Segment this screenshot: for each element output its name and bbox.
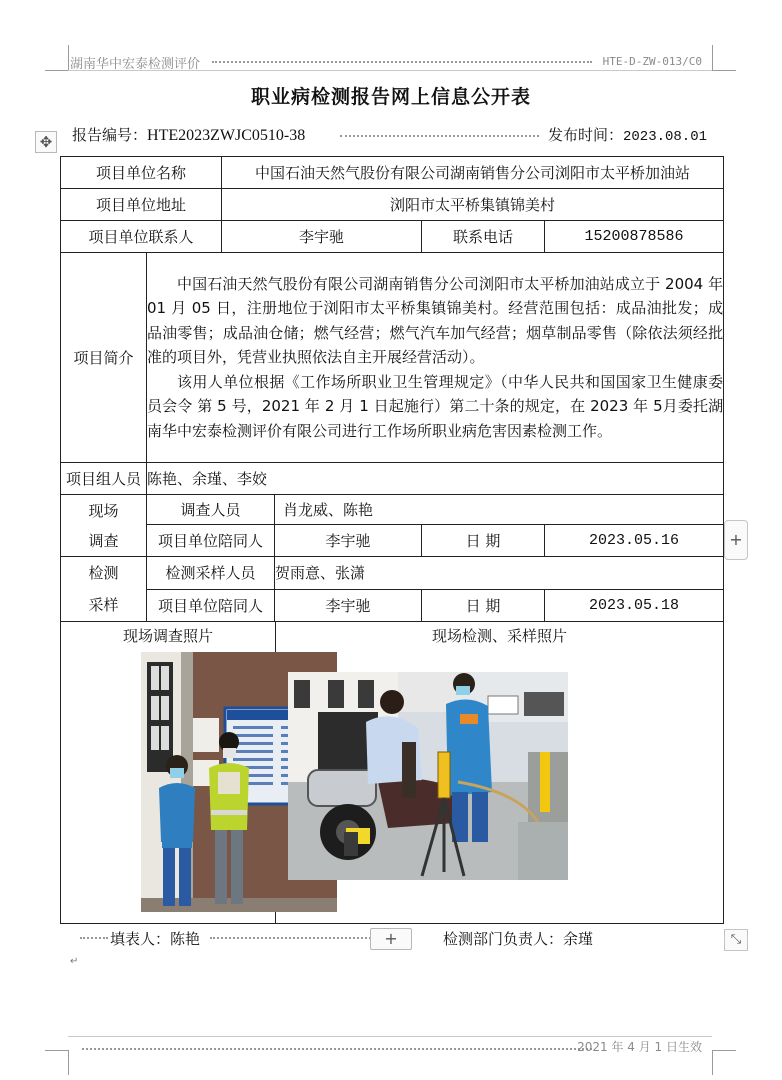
sampling-staff-value: 贺雨意、张潇 (275, 557, 724, 590)
crop-mark-bottom-left (45, 1050, 69, 1051)
footer-leader-dots (82, 1044, 592, 1050)
survey-label-bottom: 调查 (88, 531, 119, 550)
disclosure-table (60, 156, 724, 924)
header-rule (68, 70, 712, 71)
crop-mark-top-right (712, 70, 736, 71)
survey-date-value: 2023.05.16 (545, 525, 724, 557)
intro-text (147, 253, 724, 463)
row-sampling-staff (61, 557, 724, 590)
header-org: 湖南华中宏泰检测评价 (70, 57, 201, 72)
row-unit-name (61, 157, 724, 189)
sampling-label (61, 557, 147, 622)
department-head-label: 检测部门负责人： (443, 930, 564, 948)
header-leader-dots (212, 53, 592, 63)
crop-mark-bottom-right (712, 1050, 736, 1051)
report-number (72, 124, 305, 145)
form-filler (110, 928, 200, 949)
intro-paragraph-1: 中国石油天然气股份有限公司湖南销售分公司浏阳市太平桥加油站成立于 2004 年 01 月 05 日，注册地位于浏阳市太平桥集镇锦美村。经营范围包括：成品油批发；成品油零售；成品油仓储；燃气经营；燃气汽车加气经营；烟草制品零售（除依法须经批准的项目外，凭营业执照依法自主开展经营活动）。 (147, 274, 724, 367)
footer-rule (68, 1036, 712, 1037)
survey-label-top: 现场 (88, 501, 119, 520)
sampling-label-top: 检测 (88, 564, 119, 582)
publish-date-label: 发布时间： (547, 126, 623, 144)
row-survey-escort (61, 525, 724, 557)
page-title: 职业病检测报告网上信息公开表 (250, 86, 531, 108)
survey-photo-cell (61, 622, 276, 924)
row-unit-address (61, 189, 724, 221)
meta-leader-dots (340, 127, 539, 137)
paragraph-mark-icon: ↵ (70, 956, 79, 967)
row-intro (61, 253, 724, 463)
survey-escort-value: 李宇驰 (275, 525, 422, 557)
survey-date-label: 日 期 (422, 525, 545, 557)
contact-value: 李宇驰 (222, 221, 422, 253)
row-survey-staff (61, 495, 724, 525)
sampling-label-bottom: 采样 (88, 596, 119, 614)
header-code: HTE-D-ZW-013/C0 (602, 55, 702, 68)
unit-address-label: 项目单位地址 (61, 189, 222, 221)
sampling-photo-cell (276, 622, 724, 924)
form-filler-value: 陈艳 (170, 930, 201, 948)
add-row-button[interactable]: + (370, 928, 412, 950)
footer-effective-date: 2021 年 4 月 1 日生效 (577, 1040, 702, 1054)
unit-name-label: 项目单位名称 (61, 157, 222, 189)
sampling-escort-value: 李宇驰 (275, 589, 422, 622)
sampling-escort-label: 项目单位陪同人 (147, 589, 275, 622)
department-head (443, 928, 593, 949)
crop-mark-top-right-v (712, 45, 713, 70)
crop-mark-top-left-v (68, 45, 69, 70)
crop-mark-bottom-right-v (712, 1050, 713, 1075)
sampling-photo (288, 672, 568, 880)
row-sampling-escort (61, 589, 724, 622)
team-label: 项目组人员 (61, 463, 147, 495)
sampling-date-label: 日 期 (422, 589, 545, 622)
report-number-value: HTE2023ZWJC0510-38 (147, 127, 306, 144)
intro-paragraph-2: 该用人单位根据《工作场所职业卫生管理规定》（中华人民共和国国家卫生健康委员会令 第 5 号，2021 年 2 月 1 日起施行）第二十条的规定，在 2023 年 5月委托湖南华中宏泰检测评价有限公司进行工作场所职业病危害因素检测工作。 (147, 372, 724, 440)
report-meta-row (72, 124, 707, 146)
survey-photo-caption: 现场调查照片 (123, 627, 214, 645)
survey-staff-value: 肖龙威、陈艳 (275, 495, 724, 525)
signature-leader-dots (80, 937, 108, 939)
sampling-photo-image (288, 672, 568, 880)
publish-date (548, 124, 707, 145)
row-unit-contact (61, 221, 724, 253)
survey-escort-label: 项目单位陪同人 (147, 525, 275, 557)
crop-mark-bottom-left-v (68, 1050, 69, 1075)
report-number-label: 报告编号： (72, 126, 148, 144)
crop-mark-top-left (45, 70, 69, 71)
intro-label: 项目简介 (61, 253, 147, 463)
table-resize-handle-icon[interactable]: ⤡ (724, 929, 748, 951)
sampling-staff-label: 检测采样人员 (147, 557, 275, 590)
contact-label: 项目单位联系人 (61, 221, 222, 253)
survey-label (61, 495, 147, 557)
phone-label: 联系电话 (422, 221, 545, 253)
form-filler-label: 填表人： (110, 930, 171, 948)
table-move-handle-icon[interactable]: ✥ (35, 131, 57, 153)
phone-value: 15200878586 (545, 221, 724, 253)
publish-date-value: 2023.08.01 (622, 129, 707, 145)
unit-name-value: 中国石油天然气股份有限公司湖南销售分公司浏阳市太平桥加油站 (222, 157, 724, 189)
add-column-button[interactable]: + (724, 520, 748, 560)
sampling-date-value: 2023.05.18 (545, 589, 724, 622)
sampling-photo-caption: 现场检测、采样照片 (432, 627, 568, 645)
team-value: 陈艳、余瑾、李姣 (147, 463, 724, 495)
row-photos (61, 622, 724, 924)
row-team (61, 463, 724, 495)
department-head-value: 余瑾 (563, 930, 594, 948)
unit-address-value: 浏阳市太平桥集镇锦美村 (222, 189, 724, 221)
survey-staff-label: 调查人员 (147, 495, 275, 525)
